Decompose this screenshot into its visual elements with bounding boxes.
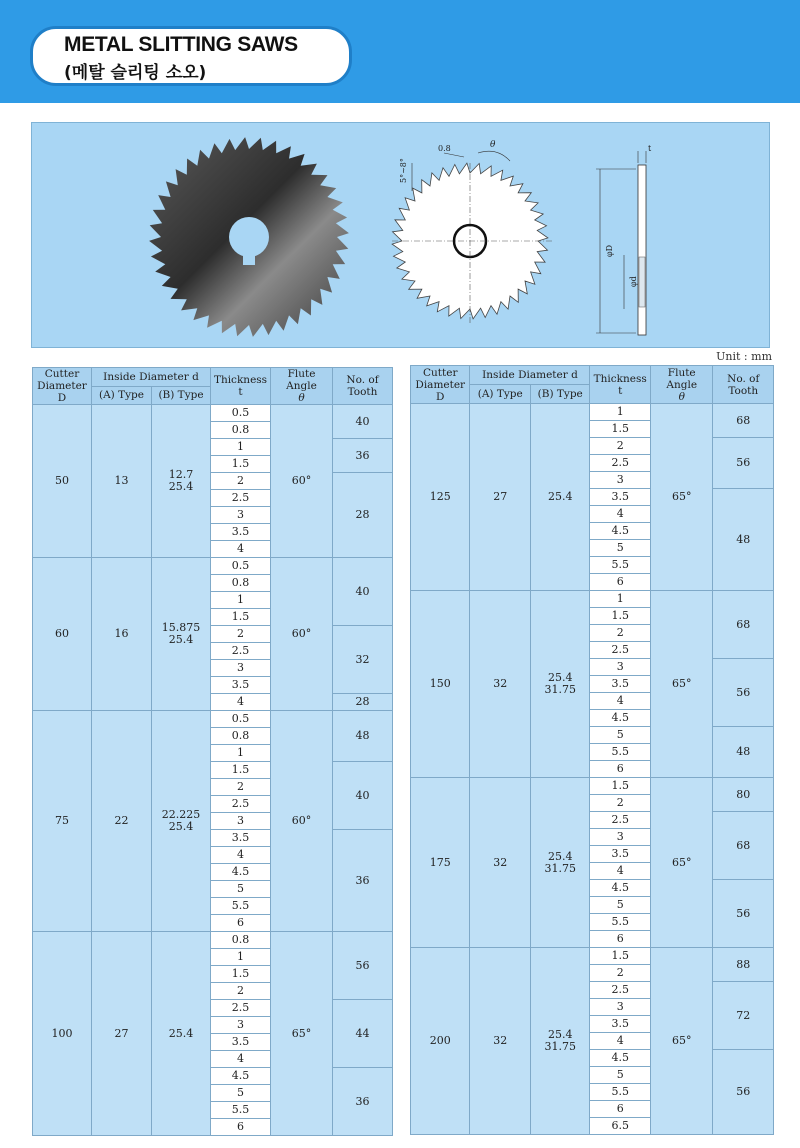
thickness-cell: 6 (211, 915, 271, 932)
side-blade (638, 165, 646, 335)
thickness-cell: 4.5 (211, 864, 271, 881)
cutter-diameter-cell: 100 (33, 932, 92, 1136)
thickness-cell: 2 (590, 965, 651, 982)
header-flute-angle: Flute Angle θ (271, 368, 333, 405)
page-subtitle: (메탈 슬리팅 소오) (64, 63, 207, 83)
thickness-cell: 5 (211, 881, 271, 898)
thickness-cell: 3.5 (590, 489, 651, 506)
tooth-count-cell: 56 (713, 880, 774, 948)
thickness-cell: 2.5 (211, 1000, 271, 1017)
thickness-cell: 2 (590, 438, 651, 455)
thickness-cell: 3 (590, 829, 651, 846)
thickness-cell: 0.8 (211, 932, 271, 949)
tooth-count-cell: 72 (713, 982, 774, 1050)
saw-photo-keyway (243, 255, 255, 265)
saw-photo-bore (229, 217, 269, 257)
saw-front-drawing (382, 135, 562, 335)
flute-angle-cell: 65° (650, 948, 713, 1135)
thickness-cell: 3.5 (590, 846, 651, 863)
thickness-cell: 5.5 (590, 1084, 651, 1101)
b-type-cell: 12.7 25.4 (152, 405, 211, 558)
thickness-cell: 1 (590, 404, 651, 421)
tooth-count-cell: 56 (713, 1050, 774, 1135)
thickness-cell: 2.5 (211, 490, 271, 507)
thickness-cell: 3 (211, 1017, 271, 1034)
thickness-cell: 3.5 (590, 1016, 651, 1033)
thickness-cell: 2 (590, 795, 651, 812)
table-row (411, 948, 774, 965)
thickness-cell: 5.5 (211, 1102, 271, 1119)
b-type-cell: 25.4 31.75 (530, 778, 589, 948)
tooth-count-cell: 56 (713, 438, 774, 489)
thickness-cell: 6 (590, 761, 651, 778)
dim-theta-label: θ (490, 140, 496, 150)
tooth-count-cell: 40 (333, 558, 393, 626)
tooth-count-cell: 68 (713, 404, 774, 438)
cutter-diameter-cell: 75 (33, 711, 92, 932)
thickness-cell: 1.5 (590, 608, 651, 625)
thickness-cell: 5.5 (211, 898, 271, 915)
header-tooth-count: No. of Tooth (333, 368, 393, 405)
cutter-diameter-cell: 200 (411, 948, 470, 1135)
dim-D-label: φD (605, 244, 614, 257)
thickness-cell: 1.5 (211, 762, 271, 779)
table-row (411, 591, 774, 608)
b-type-cell: 25.4 31.75 (530, 948, 589, 1135)
b-type-cell: 25.4 (530, 404, 589, 591)
header-cutter-diameter: Cutter Diameter D (33, 368, 92, 405)
thickness-cell: 3.5 (211, 830, 271, 847)
tooth-count-cell: 88 (713, 948, 774, 982)
thickness-cell: 1.5 (211, 609, 271, 626)
a-type-cell: 32 (470, 778, 531, 948)
thickness-cell: 5.5 (590, 914, 651, 931)
dim-d-label: φd (629, 276, 638, 287)
thickness-cell: 4 (211, 1051, 271, 1068)
thickness-cell: 6 (590, 574, 651, 591)
thickness-cell: 2.5 (590, 642, 651, 659)
cutter-diameter-cell: 125 (411, 404, 470, 591)
thickness-cell: 1.5 (590, 421, 651, 438)
thickness-cell: 3.5 (211, 677, 271, 694)
thickness-cell: 4.5 (211, 1068, 271, 1085)
dim-line-08 (444, 153, 464, 157)
flute-angle-cell: 65° (271, 932, 333, 1136)
tooth-count-cell: 68 (713, 591, 774, 659)
cutter-diameter-cell: 50 (33, 405, 92, 558)
thickness-cell: 3 (211, 660, 271, 677)
thickness-cell: 5 (211, 1085, 271, 1102)
thickness-cell: 4.5 (590, 880, 651, 897)
flute-angle-cell: 65° (650, 591, 713, 778)
table-row (411, 778, 774, 795)
a-type-cell: 32 (470, 591, 531, 778)
thickness-cell: 2.5 (211, 796, 271, 813)
thickness-cell: 3 (211, 813, 271, 830)
header-inside-diameter: Inside Diameter d (92, 368, 211, 387)
a-type-cell: 16 (92, 558, 152, 711)
thickness-cell: 4 (590, 1033, 651, 1050)
thickness-cell: 2 (211, 473, 271, 490)
thickness-cell: 2 (211, 626, 271, 643)
tooth-count-cell: 40 (333, 762, 393, 830)
thickness-cell: 4.5 (590, 523, 651, 540)
thickness-cell: 6.5 (590, 1118, 651, 1135)
thickness-cell: 2 (590, 625, 651, 642)
table-row (33, 932, 393, 949)
thickness-cell: 2.5 (211, 643, 271, 660)
header-b-type: (B) Type (530, 385, 589, 404)
tooth-count-cell: 28 (333, 473, 393, 558)
thickness-cell: 4 (211, 541, 271, 558)
thickness-cell: 5.5 (590, 744, 651, 761)
saw-photo (139, 131, 359, 341)
thickness-cell: 2.5 (590, 982, 651, 999)
tooth-count-cell: 80 (713, 778, 774, 812)
header-b-type: (B) Type (152, 386, 211, 405)
thickness-cell: 0.8 (211, 728, 271, 745)
tooth-count-cell: 40 (333, 405, 393, 439)
thickness-cell: 5 (590, 540, 651, 557)
thickness-cell: 5 (590, 727, 651, 744)
dim-angle-label: 5°~8° (399, 158, 408, 183)
b-type-cell: 25.4 (152, 932, 211, 1136)
thickness-cell: 2.5 (590, 812, 651, 829)
thickness-cell: 0.5 (211, 558, 271, 575)
thickness-cell: 3.5 (211, 1034, 271, 1051)
flute-angle-cell: 60° (271, 405, 333, 558)
thickness-cell: 4 (211, 847, 271, 864)
a-type-cell: 22 (92, 711, 152, 932)
thickness-cell: 2.5 (590, 455, 651, 472)
thickness-cell: 0.5 (211, 405, 271, 422)
thickness-cell: 4 (590, 863, 651, 880)
dim-t-label: t (648, 144, 652, 153)
thickness-cell: 5.5 (590, 557, 651, 574)
header-inside-diameter: Inside Diameter d (470, 366, 590, 385)
thickness-cell: 3.5 (590, 676, 651, 693)
thickness-cell: 3 (590, 999, 651, 1016)
thickness-cell: 3 (590, 659, 651, 676)
tooth-count-cell: 68 (713, 812, 774, 880)
thickness-cell: 6 (590, 1101, 651, 1118)
thickness-cell: 0.8 (211, 422, 271, 439)
tooth-count-cell: 48 (713, 727, 774, 778)
header-a-type: (A) Type (92, 386, 152, 405)
dim-arc-theta (478, 151, 510, 161)
thickness-cell: 6 (590, 931, 651, 948)
thickness-cell: 3 (211, 507, 271, 524)
tooth-count-cell: 32 (333, 626, 393, 694)
figure-panel (31, 122, 770, 348)
thickness-cell: 4 (211, 694, 271, 711)
a-type-cell: 32 (470, 948, 531, 1135)
tooth-count-cell: 48 (333, 711, 393, 762)
table-row (33, 711, 393, 728)
header-flute-angle: Flute Angle θ (650, 366, 713, 404)
flute-angle-cell: 65° (650, 778, 713, 948)
side-bore-section (639, 257, 645, 307)
thickness-cell: 5 (590, 1067, 651, 1084)
table-row (411, 404, 774, 421)
tooth-count-cell: 48 (713, 489, 774, 591)
thickness-cell: 3.5 (211, 524, 271, 541)
flute-angle-cell: 65° (650, 404, 713, 591)
thickness-cell: 2 (211, 983, 271, 1000)
cutter-diameter-cell: 150 (411, 591, 470, 778)
header-tooth-count: No. of Tooth (713, 366, 774, 404)
b-type-cell: 15.875 25.4 (152, 558, 211, 711)
thickness-cell: 4.5 (590, 1050, 651, 1067)
thickness-cell: 4 (590, 693, 651, 710)
table-row (33, 558, 393, 575)
thickness-cell: 4 (590, 506, 651, 523)
page-title: METAL SLITTING SAWS (64, 33, 298, 56)
thickness-cell: 3 (590, 472, 651, 489)
dim-08-label: 0.8 (438, 144, 451, 153)
tooth-count-cell: 44 (333, 1000, 393, 1068)
cutter-diameter-cell: 60 (33, 558, 92, 711)
header-cutter-diameter: Cutter Diameter D (411, 366, 470, 404)
a-type-cell: 13 (92, 405, 152, 558)
spec-table-left (32, 367, 393, 1136)
thickness-cell: 1 (211, 949, 271, 966)
header-thickness: Thickness t (211, 368, 271, 405)
tooth-count-cell: 56 (713, 659, 774, 727)
b-type-cell: 22.225 25.4 (152, 711, 211, 932)
table-row (33, 405, 393, 422)
thickness-cell: 2 (211, 779, 271, 796)
thickness-cell: 1.5 (211, 966, 271, 983)
thickness-cell: 1.5 (590, 948, 651, 965)
cutter-diameter-cell: 175 (411, 778, 470, 948)
thickness-cell: 1 (211, 439, 271, 456)
flute-angle-cell: 60° (271, 558, 333, 711)
header-thickness: Thickness t (590, 366, 651, 404)
a-type-cell: 27 (470, 404, 531, 591)
thickness-cell: 1 (211, 745, 271, 762)
spec-table-right (410, 365, 774, 1135)
tooth-count-cell: 56 (333, 932, 393, 1000)
thickness-cell: 6 (211, 1119, 271, 1136)
tooth-count-cell: 28 (333, 694, 393, 711)
tooth-count-cell: 36 (333, 439, 393, 473)
b-type-cell: 25.4 31.75 (530, 591, 589, 778)
thickness-cell: 1 (211, 592, 271, 609)
thickness-cell: 1.5 (211, 456, 271, 473)
flute-angle-cell: 60° (271, 711, 333, 932)
header-a-type: (A) Type (470, 385, 531, 404)
thickness-cell: 0.5 (211, 711, 271, 728)
saw-side-drawing (592, 137, 682, 337)
tooth-count-cell: 36 (333, 1068, 393, 1136)
thickness-cell: 4.5 (590, 710, 651, 727)
a-type-cell: 27 (92, 932, 152, 1136)
thickness-cell: 5 (590, 897, 651, 914)
tooth-count-cell: 36 (333, 830, 393, 932)
unit-label: Unit : mm (716, 350, 772, 363)
thickness-cell: 0.8 (211, 575, 271, 592)
thickness-cell: 1.5 (590, 778, 651, 795)
thickness-cell: 1 (590, 591, 651, 608)
